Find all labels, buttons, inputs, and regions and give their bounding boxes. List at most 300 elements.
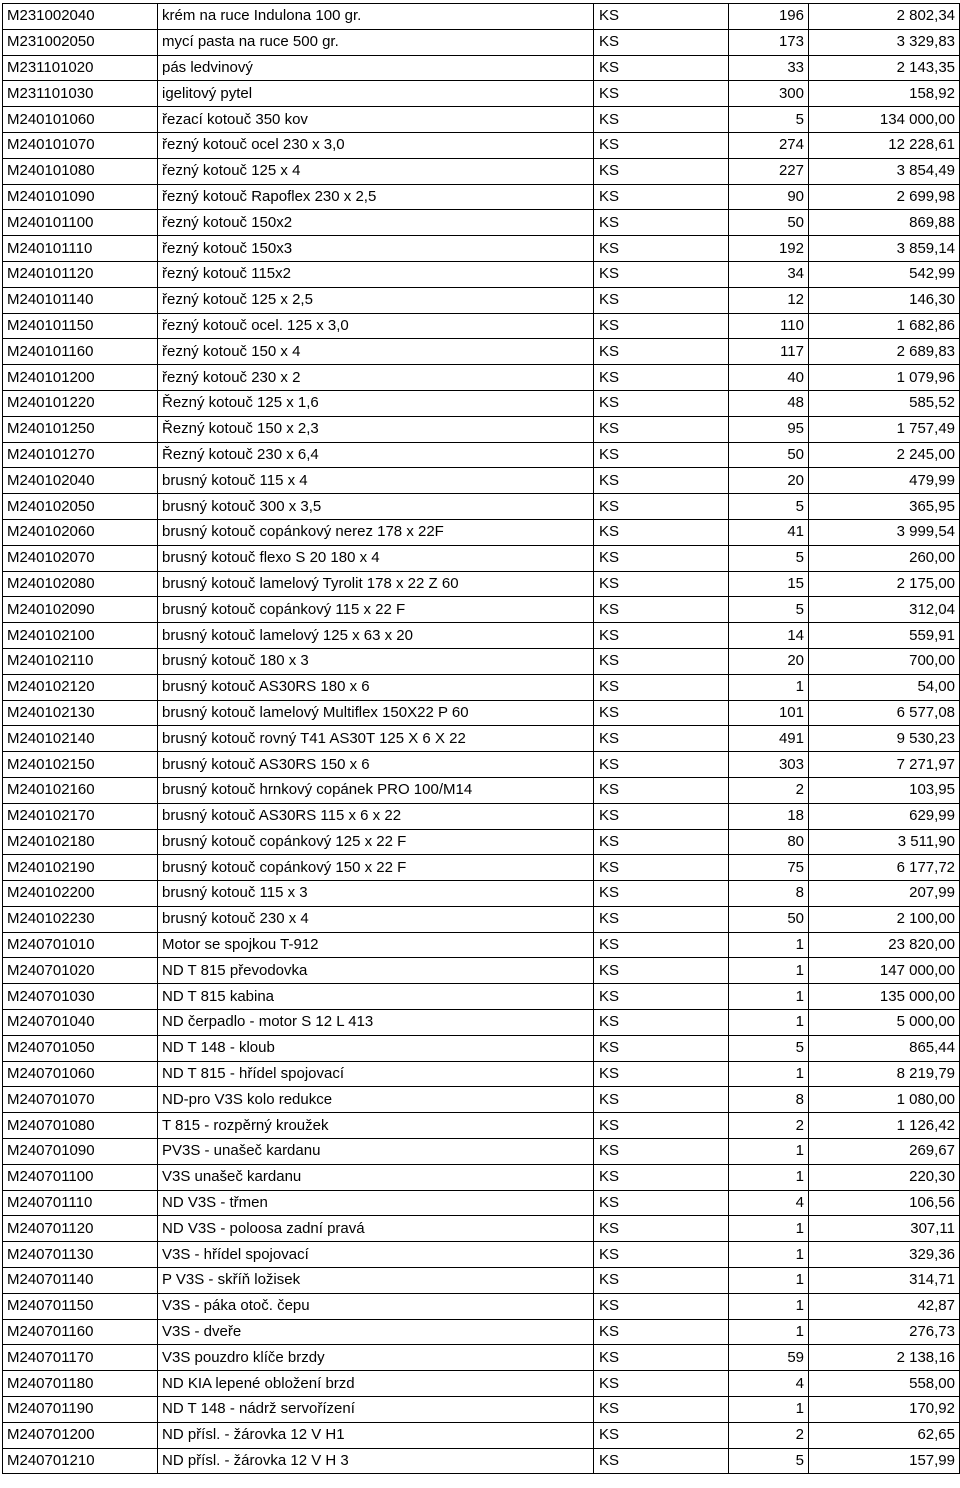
quantity-cell: 14	[729, 623, 809, 649]
value-cell: 207,99	[809, 881, 960, 907]
table-row	[3, 1293, 960, 1319]
value-cell: 559,91	[809, 623, 960, 649]
quantity-cell: 117	[729, 339, 809, 365]
unit-cell: KS	[594, 1242, 729, 1268]
unit-cell: KS	[594, 545, 729, 571]
value-cell: 276,73	[809, 1319, 960, 1345]
table-row	[3, 1010, 960, 1036]
value-cell: 9 530,23	[809, 726, 960, 752]
unit-cell: KS	[594, 210, 729, 236]
unit-cell: KS	[594, 132, 729, 158]
unit-cell: KS	[594, 1113, 729, 1139]
quantity-cell: 20	[729, 648, 809, 674]
quantity-cell: 50	[729, 442, 809, 468]
quantity-cell: 1	[729, 1139, 809, 1165]
item-code-cell: M240701030	[3, 984, 158, 1010]
unit-cell: KS	[594, 700, 729, 726]
table-row	[3, 287, 960, 313]
table-row	[3, 545, 960, 571]
table-row	[3, 494, 960, 520]
item-code-cell: M240102070	[3, 545, 158, 571]
table-row	[3, 1061, 960, 1087]
item-name-cell: brusný kotouč lamelový 125 x 63 x 20	[158, 623, 594, 649]
table-row	[3, 1087, 960, 1113]
value-cell: 170,92	[809, 1397, 960, 1423]
item-code-cell: M240102110	[3, 648, 158, 674]
item-code-cell: M240102040	[3, 468, 158, 494]
quantity-cell: 4	[729, 1371, 809, 1397]
value-cell: 260,00	[809, 545, 960, 571]
table-row	[3, 416, 960, 442]
value-cell: 314,71	[809, 1268, 960, 1294]
item-name-cell: ND V3S - poloosa zadní pravá	[158, 1216, 594, 1242]
unit-cell: KS	[594, 1448, 729, 1474]
table-row	[3, 29, 960, 55]
item-code-cell: M240102170	[3, 803, 158, 829]
item-name-cell: řezný kotouč 125 x 2,5	[158, 287, 594, 313]
item-code-cell: M240101220	[3, 390, 158, 416]
item-code-cell: M240102050	[3, 494, 158, 520]
item-name-cell: brusný kotouč copánkový 115 x 22 F	[158, 597, 594, 623]
value-cell: 6 177,72	[809, 855, 960, 881]
value-cell: 2 175,00	[809, 571, 960, 597]
item-code-cell: M240701100	[3, 1164, 158, 1190]
table-row	[3, 1113, 960, 1139]
value-cell: 146,30	[809, 287, 960, 313]
table-row	[3, 803, 960, 829]
quantity-cell: 110	[729, 313, 809, 339]
value-cell: 42,87	[809, 1293, 960, 1319]
item-code-cell: M240701140	[3, 1268, 158, 1294]
table-row	[3, 1268, 960, 1294]
item-name-cell: ND T 815 - hřídel spojovací	[158, 1061, 594, 1087]
item-name-cell: brusný kotouč hrnkový copánek PRO 100/M14	[158, 777, 594, 803]
unit-cell: KS	[594, 1268, 729, 1294]
item-code-cell: M240101070	[3, 132, 158, 158]
unit-cell: KS	[594, 390, 729, 416]
item-code-cell: M240102080	[3, 571, 158, 597]
table-row	[3, 107, 960, 133]
quantity-cell: 5	[729, 1448, 809, 1474]
item-name-cell: pás ledvinový	[158, 55, 594, 81]
table-row	[3, 623, 960, 649]
quantity-cell: 1	[729, 1010, 809, 1036]
table-row	[3, 1319, 960, 1345]
item-code-cell: M240701150	[3, 1293, 158, 1319]
unit-cell: KS	[594, 416, 729, 442]
item-name-cell: P V3S - skříň ložisek	[158, 1268, 594, 1294]
unit-cell: KS	[594, 442, 729, 468]
table-row	[3, 1139, 960, 1165]
item-code-cell: M240701040	[3, 1010, 158, 1036]
quantity-cell: 5	[729, 107, 809, 133]
item-code-cell: M240101140	[3, 287, 158, 313]
unit-cell: KS	[594, 984, 729, 1010]
unit-cell: KS	[594, 287, 729, 313]
unit-cell: KS	[594, 1293, 729, 1319]
table-row	[3, 339, 960, 365]
value-cell: 147 000,00	[809, 958, 960, 984]
unit-cell: KS	[594, 648, 729, 674]
item-name-cell: Motor se spojkou T-912	[158, 932, 594, 958]
item-code-cell: M240101080	[3, 158, 158, 184]
value-cell: 2 100,00	[809, 906, 960, 932]
table-row	[3, 390, 960, 416]
quantity-cell: 1	[729, 1397, 809, 1423]
table-row	[3, 1345, 960, 1371]
table-row	[3, 184, 960, 210]
table-row	[3, 932, 960, 958]
value-cell: 479,99	[809, 468, 960, 494]
quantity-cell: 95	[729, 416, 809, 442]
item-code-cell: M231002050	[3, 29, 158, 55]
table-row	[3, 236, 960, 262]
table-row	[3, 906, 960, 932]
table-row	[3, 1371, 960, 1397]
unit-cell: KS	[594, 1061, 729, 1087]
item-name-cell: brusný kotouč lamelový Tyrolit 178 x 22 Z 60	[158, 571, 594, 597]
quantity-cell: 192	[729, 236, 809, 262]
item-name-cell: brusný kotouč 230 x 4	[158, 906, 594, 932]
item-name-cell: T 815 - rozpěrný kroužek	[158, 1113, 594, 1139]
item-code-cell: M231002040	[3, 4, 158, 30]
item-name-cell: řezný kotouč 150x2	[158, 210, 594, 236]
item-name-cell: ND-pro V3S kolo redukce	[158, 1087, 594, 1113]
value-cell: 5 000,00	[809, 1010, 960, 1036]
unit-cell: KS	[594, 365, 729, 391]
value-cell: 700,00	[809, 648, 960, 674]
value-cell: 3 511,90	[809, 829, 960, 855]
unit-cell: KS	[594, 726, 729, 752]
quantity-cell: 48	[729, 390, 809, 416]
value-cell: 62,65	[809, 1422, 960, 1448]
quantity-cell: 5	[729, 545, 809, 571]
value-cell: 307,11	[809, 1216, 960, 1242]
item-name-cell: brusný kotouč AS30RS 115 x 6 x 22	[158, 803, 594, 829]
item-code-cell: M240101120	[3, 261, 158, 287]
item-name-cell: brusný kotouč 300 x 3,5	[158, 494, 594, 520]
inventory-table-body	[3, 4, 960, 1474]
value-cell: 1 126,42	[809, 1113, 960, 1139]
item-name-cell: krém na ruce Indulona 100 gr.	[158, 4, 594, 30]
unit-cell: KS	[594, 29, 729, 55]
unit-cell: KS	[594, 1371, 729, 1397]
quantity-cell: 1	[729, 984, 809, 1010]
unit-cell: KS	[594, 803, 729, 829]
item-code-cell: M240101060	[3, 107, 158, 133]
unit-cell: KS	[594, 571, 729, 597]
unit-cell: KS	[594, 107, 729, 133]
unit-cell: KS	[594, 1345, 729, 1371]
table-row	[3, 674, 960, 700]
table-row	[3, 261, 960, 287]
quantity-cell: 34	[729, 261, 809, 287]
item-code-cell: M240701110	[3, 1190, 158, 1216]
quantity-cell: 227	[729, 158, 809, 184]
item-name-cell: ND KIA lepené obložení brzd	[158, 1371, 594, 1397]
value-cell: 23 820,00	[809, 932, 960, 958]
quantity-cell: 1	[729, 1242, 809, 1268]
value-cell: 157,99	[809, 1448, 960, 1474]
item-name-cell: brusný kotouč rovný T41 AS30T 125 X 6 X 22	[158, 726, 594, 752]
value-cell: 6 577,08	[809, 700, 960, 726]
item-name-cell: Řezný kotouč 230 x 6,4	[158, 442, 594, 468]
value-cell: 220,30	[809, 1164, 960, 1190]
unit-cell: KS	[594, 932, 729, 958]
item-name-cell: řezný kotouč ocel. 125 x 3,0	[158, 313, 594, 339]
item-name-cell: Řezný kotouč 150 x 2,3	[158, 416, 594, 442]
unit-cell: KS	[594, 1190, 729, 1216]
quantity-cell: 1	[729, 674, 809, 700]
item-code-cell: M240102180	[3, 829, 158, 855]
quantity-cell: 59	[729, 1345, 809, 1371]
item-name-cell: brusný kotouč 115 x 3	[158, 881, 594, 907]
item-name-cell: ND T 148 - nádrž servořízení	[158, 1397, 594, 1423]
quantity-cell: 1	[729, 1319, 809, 1345]
unit-cell: KS	[594, 1216, 729, 1242]
quantity-cell: 2	[729, 1422, 809, 1448]
item-name-cell: řezací kotouč 350 kov	[158, 107, 594, 133]
table-row	[3, 132, 960, 158]
item-name-cell: brusný kotouč copánkový 125 x 22 F	[158, 829, 594, 855]
table-row	[3, 648, 960, 674]
unit-cell: KS	[594, 519, 729, 545]
item-name-cell: brusný kotouč AS30RS 180 x 6	[158, 674, 594, 700]
quantity-cell: 15	[729, 571, 809, 597]
item-name-cell: ND T 815 kabina	[158, 984, 594, 1010]
table-row	[3, 829, 960, 855]
quantity-cell: 5	[729, 597, 809, 623]
unit-cell: KS	[594, 752, 729, 778]
value-cell: 2 138,16	[809, 1345, 960, 1371]
item-name-cell: ND T 815 převodovka	[158, 958, 594, 984]
item-name-cell: V3S unašeč kardanu	[158, 1164, 594, 1190]
item-code-cell: M240102160	[3, 777, 158, 803]
quantity-cell: 1	[729, 1216, 809, 1242]
item-code-cell: M240701190	[3, 1397, 158, 1423]
value-cell: 158,92	[809, 81, 960, 107]
item-name-cell: brusný kotouč 115 x 4	[158, 468, 594, 494]
unit-cell: KS	[594, 1164, 729, 1190]
item-code-cell: M240101100	[3, 210, 158, 236]
unit-cell: KS	[594, 1319, 729, 1345]
quantity-cell: 1	[729, 1061, 809, 1087]
item-name-cell: ND přísl. - žárovka 12 V H1	[158, 1422, 594, 1448]
item-code-cell: M231101030	[3, 81, 158, 107]
table-row	[3, 313, 960, 339]
table-row	[3, 1190, 960, 1216]
table-row	[3, 1422, 960, 1448]
table-row	[3, 571, 960, 597]
quantity-cell: 4	[729, 1190, 809, 1216]
item-name-cell: řezný kotouč 125 x 4	[158, 158, 594, 184]
table-row	[3, 700, 960, 726]
table-row	[3, 442, 960, 468]
value-cell: 329,36	[809, 1242, 960, 1268]
item-code-cell: M240701170	[3, 1345, 158, 1371]
item-name-cell: brusný kotouč 180 x 3	[158, 648, 594, 674]
value-cell: 2 143,35	[809, 55, 960, 81]
value-cell: 3 859,14	[809, 236, 960, 262]
item-code-cell: M240102130	[3, 700, 158, 726]
unit-cell: KS	[594, 958, 729, 984]
item-code-cell: M240102200	[3, 881, 158, 907]
quantity-cell: 1	[729, 1293, 809, 1319]
item-code-cell: M240701160	[3, 1319, 158, 1345]
item-code-cell: M240701070	[3, 1087, 158, 1113]
table-row	[3, 958, 960, 984]
unit-cell: KS	[594, 674, 729, 700]
value-cell: 103,95	[809, 777, 960, 803]
table-row	[3, 1216, 960, 1242]
quantity-cell: 8	[729, 881, 809, 907]
value-cell: 2 802,34	[809, 4, 960, 30]
item-name-cell: řezný kotouč 230 x 2	[158, 365, 594, 391]
quantity-cell: 50	[729, 906, 809, 932]
table-row	[3, 984, 960, 1010]
table-row	[3, 1397, 960, 1423]
value-cell: 2 699,98	[809, 184, 960, 210]
quantity-cell: 8	[729, 1087, 809, 1113]
unit-cell: KS	[594, 339, 729, 365]
unit-cell: KS	[594, 261, 729, 287]
quantity-cell: 2	[729, 777, 809, 803]
quantity-cell: 41	[729, 519, 809, 545]
value-cell: 8 219,79	[809, 1061, 960, 1087]
table-row	[3, 468, 960, 494]
inventory-table	[2, 3, 960, 1474]
table-row	[3, 777, 960, 803]
table-row	[3, 881, 960, 907]
value-cell: 629,99	[809, 803, 960, 829]
value-cell: 2 689,83	[809, 339, 960, 365]
item-name-cell: brusný kotouč lamelový Multiflex 150X22 P 60	[158, 700, 594, 726]
item-code-cell: M240102090	[3, 597, 158, 623]
quantity-cell: 12	[729, 287, 809, 313]
quantity-cell: 101	[729, 700, 809, 726]
unit-cell: KS	[594, 81, 729, 107]
value-cell: 2 245,00	[809, 442, 960, 468]
unit-cell: KS	[594, 1087, 729, 1113]
quantity-cell: 90	[729, 184, 809, 210]
table-row	[3, 365, 960, 391]
unit-cell: KS	[594, 1010, 729, 1036]
unit-cell: KS	[594, 1397, 729, 1423]
quantity-cell: 80	[729, 829, 809, 855]
quantity-cell: 1	[729, 932, 809, 958]
unit-cell: KS	[594, 184, 729, 210]
quantity-cell: 18	[729, 803, 809, 829]
unit-cell: KS	[594, 623, 729, 649]
unit-cell: KS	[594, 236, 729, 262]
item-code-cell: M240701120	[3, 1216, 158, 1242]
item-code-cell: M240701020	[3, 958, 158, 984]
value-cell: 134 000,00	[809, 107, 960, 133]
item-name-cell: řezný kotouč 115x2	[158, 261, 594, 287]
item-name-cell: V3S - páka otoč. čepu	[158, 1293, 594, 1319]
value-cell: 312,04	[809, 597, 960, 623]
item-code-cell: M240701180	[3, 1371, 158, 1397]
item-name-cell: brusný kotouč copánkový nerez 178 x 22F	[158, 519, 594, 545]
quantity-cell: 300	[729, 81, 809, 107]
quantity-cell: 40	[729, 365, 809, 391]
table-row	[3, 726, 960, 752]
quantity-cell: 75	[729, 855, 809, 881]
quantity-cell: 173	[729, 29, 809, 55]
value-cell: 3 999,54	[809, 519, 960, 545]
item-code-cell: M240102120	[3, 674, 158, 700]
item-name-cell: Řezný kotouč 125 x 1,6	[158, 390, 594, 416]
quantity-cell: 5	[729, 1035, 809, 1061]
value-cell: 3 329,83	[809, 29, 960, 55]
unit-cell: KS	[594, 855, 729, 881]
value-cell: 106,56	[809, 1190, 960, 1216]
item-code-cell: M240102140	[3, 726, 158, 752]
item-code-cell: M240701090	[3, 1139, 158, 1165]
value-cell: 54,00	[809, 674, 960, 700]
unit-cell: KS	[594, 906, 729, 932]
item-name-cell: igelitový pytel	[158, 81, 594, 107]
quantity-cell: 274	[729, 132, 809, 158]
table-row	[3, 210, 960, 236]
item-code-cell: M240101150	[3, 313, 158, 339]
unit-cell: KS	[594, 468, 729, 494]
value-cell: 269,67	[809, 1139, 960, 1165]
value-cell: 12 228,61	[809, 132, 960, 158]
table-row	[3, 158, 960, 184]
table-row	[3, 81, 960, 107]
unit-cell: KS	[594, 55, 729, 81]
quantity-cell: 5	[729, 494, 809, 520]
item-code-cell: M231101020	[3, 55, 158, 81]
quantity-cell: 50	[729, 210, 809, 236]
value-cell: 1 682,86	[809, 313, 960, 339]
unit-cell: KS	[594, 777, 729, 803]
item-code-cell: M240101200	[3, 365, 158, 391]
unit-cell: KS	[594, 881, 729, 907]
item-name-cell: ND čerpadlo - motor S 12 L 413	[158, 1010, 594, 1036]
unit-cell: KS	[594, 4, 729, 30]
item-code-cell: M240701050	[3, 1035, 158, 1061]
value-cell: 865,44	[809, 1035, 960, 1061]
quantity-cell: 1	[729, 1268, 809, 1294]
table-row	[3, 1448, 960, 1474]
item-name-cell: V3S - dveře	[158, 1319, 594, 1345]
unit-cell: KS	[594, 313, 729, 339]
value-cell: 869,88	[809, 210, 960, 236]
value-cell: 542,99	[809, 261, 960, 287]
item-name-cell: ND T 148 - kloub	[158, 1035, 594, 1061]
quantity-cell: 1	[729, 958, 809, 984]
unit-cell: KS	[594, 1139, 729, 1165]
item-code-cell: M240102230	[3, 906, 158, 932]
unit-cell: KS	[594, 1422, 729, 1448]
item-code-cell: M240102150	[3, 752, 158, 778]
quantity-cell: 20	[729, 468, 809, 494]
item-code-cell: M240701130	[3, 1242, 158, 1268]
table-row	[3, 4, 960, 30]
item-name-cell: řezný kotouč 150x3	[158, 236, 594, 262]
unit-cell: KS	[594, 494, 729, 520]
table-row	[3, 1164, 960, 1190]
item-name-cell: řezný kotouč Rapoflex 230 x 2,5	[158, 184, 594, 210]
value-cell: 1 757,49	[809, 416, 960, 442]
item-name-cell: brusný kotouč copánkový 150 x 22 F	[158, 855, 594, 881]
item-name-cell: řezný kotouč 150 x 4	[158, 339, 594, 365]
item-code-cell: M240101090	[3, 184, 158, 210]
item-code-cell: M240102190	[3, 855, 158, 881]
item-code-cell: M240101110	[3, 236, 158, 262]
